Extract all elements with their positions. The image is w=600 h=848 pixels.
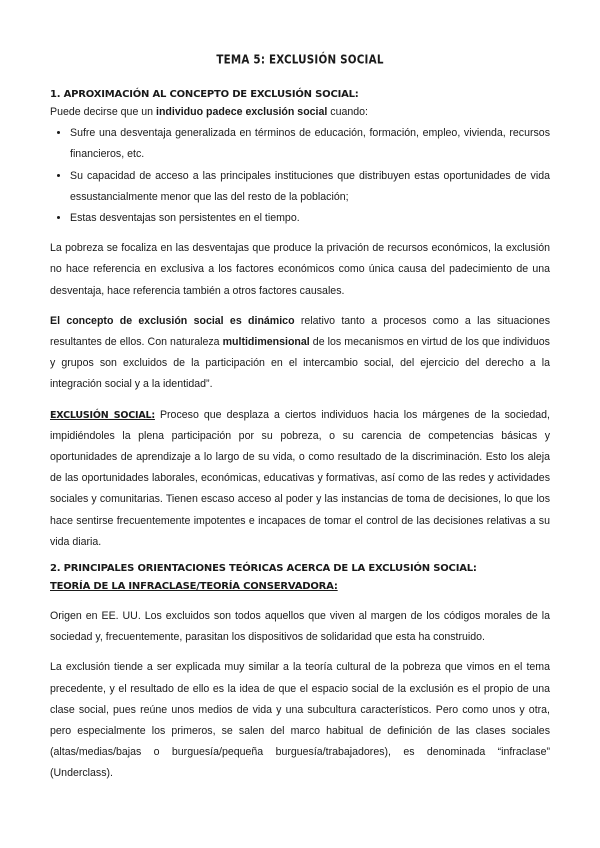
- definition-paragraph: EXCLUSIÓN SOCIAL: Proceso que desplaza a ciertos individuos hacia los márgenes de la sociedad, impidiéndoles la plena participación por su pobreza, o su carencia de competencias básicas y oportunidades de aprendizaje a lo largo de su vida, o como resultado de la discriminación. Esto los aleja de las oportunidades laborales, económicas, educativas y formativas, así como de las redes y actividades sociales y comunitarias. Tienen escaso acceso al poder y las instancias de toma de decisiones, lo que los hace sentirse frecuentemente impotentes e incapaces de tomar el control de las decisiones relativas a su vida diaria.: [50, 408, 550, 548]
- section-2-subheading: TEORÍA DE LA INFRACLASE/TEORÍA CONSERVADORA:: [50, 581, 338, 593]
- intro-paragraph: Puede decirse que un individuo padece exclusión social cuando:: [50, 106, 368, 118]
- poverty-paragraph: La pobreza se focaliza en las desventajas que produce la privación de recursos económicos, la exclusión no hace referencia en exclusiva a los factores económicos como única causa del padecimiento de una desventaja, hace referencia también a otros factores causales.: [50, 242, 550, 297]
- dynamic-concept-paragraph: El concepto de exclusión social es dinámico relativo tanto a procesos como a las situaciones resultantes de ellos. Con naturaleza multidimensional de los mecanismos en virtud de los que individuos y grupos son excluidos de la participación en el intercambio social, del ejercicio del derecho a la integración social y a la identidad”.: [50, 314, 550, 391]
- section-1-heading: 1. APROXIMACIÓN AL CONCEPTO DE EXCLUSIÓN SOCIAL:: [50, 89, 359, 100]
- list-item: • Sufre una desventaja generalizada en términos de educación, formación, empleo, vivienda, recursos financieros, etc.: [70, 123, 550, 165]
- document-page: [50, 52, 550, 785]
- definition-label: EXCLUSIÓN SOCIAL:: [50, 409, 155, 421]
- origin-paragraph: Origen en EE. UU. Los excluidos son todos aquellos que viven al margen de los códigos morales de la sociedad y, frecuentemente, parasitan los dispositivos de solidaridad que esta ha construido.: [50, 610, 550, 644]
- section-2-heading: 2. PRINCIPALES ORIENTACIONES TEÓRICAS ACERCA DE LA EXCLUSIÓN SOCIAL:: [50, 563, 477, 575]
- underclass-paragraph: La exclusión tiende a ser explicada muy similar a la teoría cultural de la pobreza que vimos en el tema precedente, y el resultado de ello es la idea de que el espacio social de la exclusión es el propio de una clase social, pues reúne unos medios de vida y una subcultura característicos. Pero como unos y otra, pero especialmente los primeros, se salen del marco habitual de definición de las clases sociales (altas/medias/bajas o burguesía/pequeña burguesía/trabajadores), es denominada “infraclase” (Underclass).: [50, 661, 550, 780]
- list-item: • Su capacidad de acceso a las principales instituciones que distribuyen estas oportunidades de vida essustancialmente menor que las del resto de la población;: [70, 166, 550, 208]
- conditions-list: [50, 123, 550, 229]
- page-title: TEMA 5: EXCLUSIÓN SOCIAL: [216, 51, 384, 67]
- list-item: • Estas desventajas son persistentes en el tiempo.: [70, 208, 550, 229]
